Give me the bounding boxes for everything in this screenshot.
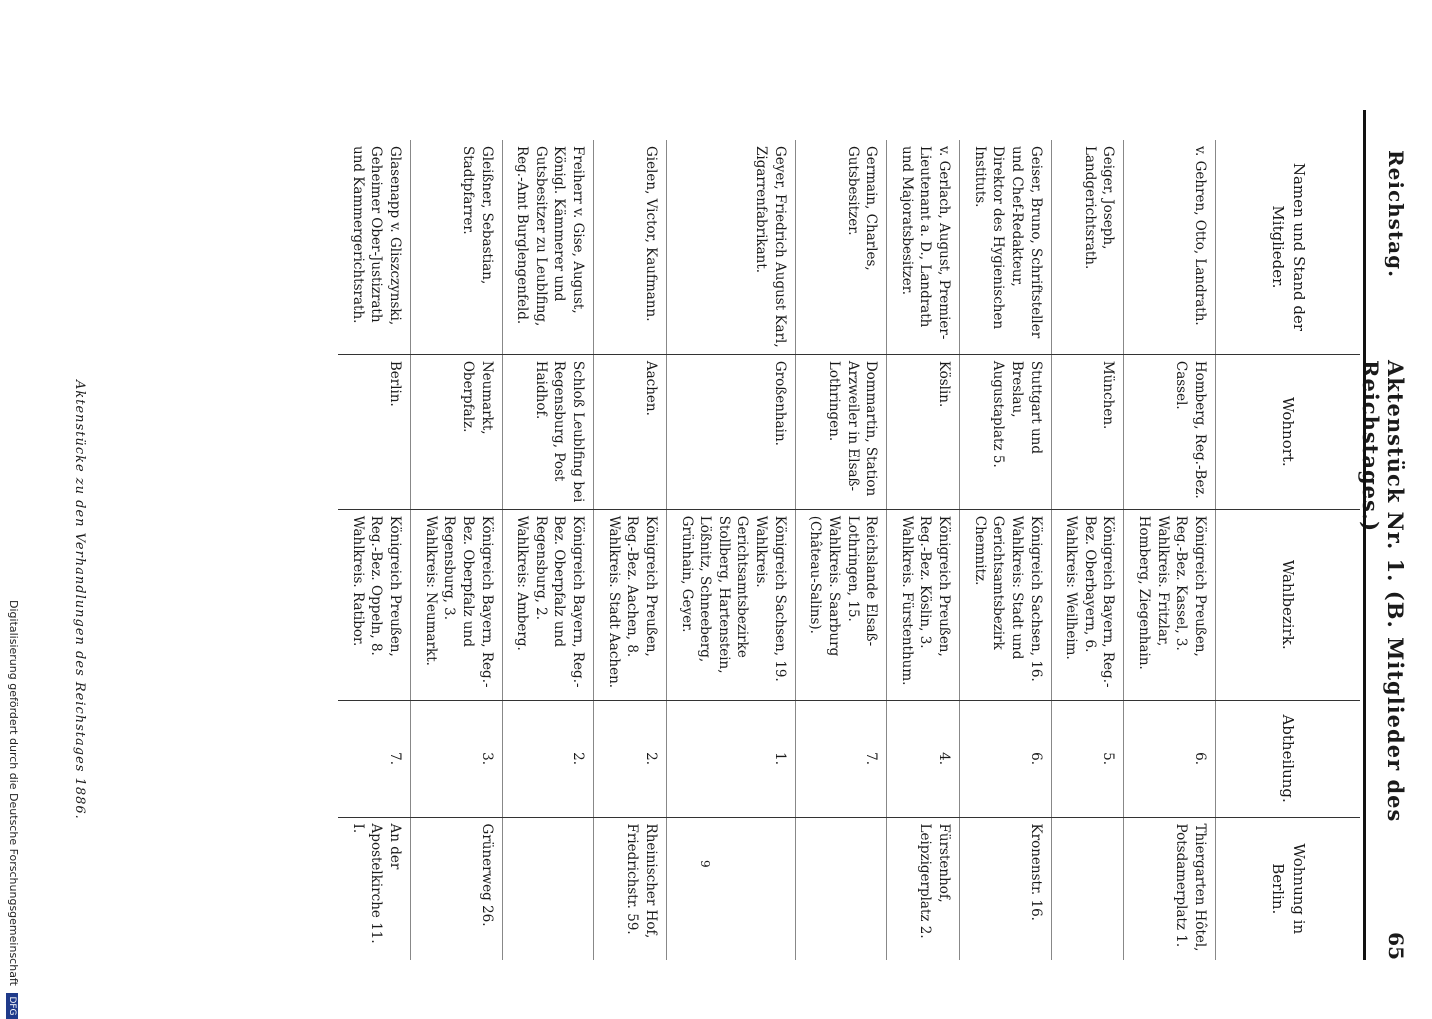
credit-text: Digitalisierung gefördert durch die Deutsche Forschungsgemeinschaft [7, 600, 20, 986]
member-ort: Aachen. [594, 354, 667, 509]
member-name: v. Gehren, Otto, Landrath. [1192, 146, 1208, 326]
table-row [502, 140, 594, 960]
member-ort: Berlin. [338, 354, 410, 509]
member-ort: Homberg, Reg.-Bez. Cassel. [1124, 354, 1216, 509]
member-ort: München. [1051, 354, 1124, 509]
col-header-bezirk: Wahlbezirk. [1216, 509, 1361, 700]
footer-source: Aktenstücke zu den Verhandlungen des Reichstages 1886. [72, 380, 87, 820]
member-ort: Schloß Leublfing bei Regensburg, Post Haidhof. [502, 354, 594, 509]
member-bezirk: Königreich Preußen, Reg.-Bez. Oppeln, 8. Wahlkreis. Ratibor. [338, 509, 410, 700]
member-berlin: Grünerweg 26. [411, 817, 503, 960]
member-ort: Köslin. [887, 354, 960, 509]
members-table [338, 140, 1360, 960]
col-header-berlin: Wohnung in Berlin. [1216, 817, 1361, 960]
member-name: Germain, Charles, Gutsbesitzer. [844, 146, 880, 271]
member-abt: 2. [594, 700, 667, 817]
col-header-ort: Wohnort. [1216, 354, 1361, 509]
member-abt: 3. [411, 700, 503, 817]
folio-number: 9 [698, 860, 712, 868]
member-berlin [667, 817, 796, 960]
member-abt: 6. [1124, 700, 1216, 817]
member-bezirk: Königreich Bayern, Reg.-Bez. Oberpfalz und Regensburg, 2. Wahlkreis: Amberg. [502, 509, 594, 700]
member-bezirk: Königreich Bayern, Reg.-Bez. Oberpfalz und Regensburg, 3. Wahlkreis: Neumarkt. [411, 509, 503, 700]
reichstag-label: Reichstag. [1384, 150, 1408, 279]
table-row [411, 140, 503, 960]
member-name: Geyer, Friedrich August Karl, Zigarrenfabrikant. [753, 146, 788, 348]
table-header-row [1216, 140, 1361, 960]
member-abt: 7. [795, 700, 887, 817]
member-name: Glasenapp v. Gliszczynski, Geheimer Ober-Justizrath und Kammergerichtsrath. [349, 146, 404, 326]
col-header-name: Namen und Stand der Mitglieder. [1269, 162, 1308, 332]
member-abt: 5. [1051, 700, 1124, 817]
table-row [1051, 140, 1124, 960]
table-row [960, 140, 1052, 960]
member-abt: 2. [502, 700, 594, 817]
table-row [795, 140, 887, 960]
member-berlin: Rheinischer Hof, Friedrichstr. 59. [594, 817, 667, 960]
member-ort: Großenhain. [667, 354, 796, 509]
member-name: Gielen, Victor, Kaufmann. [643, 146, 659, 322]
member-name: Geiser, Bruno, Schriftsteller und Chef-Redakteur, Direktor des Hygienischen Instituts. [971, 146, 1044, 339]
header-rule [1363, 110, 1366, 960]
table-row [594, 140, 667, 960]
member-bezirk: Königreich Preußen, Reg.-Bez. Kassel, 3. Wahlkreis. Fritzlar, Homberg, Ziegenhain. [1124, 509, 1216, 700]
member-abt: 7. [338, 700, 410, 817]
page-number: 65 [1384, 932, 1408, 960]
dfg-logo-icon: DFG [6, 993, 18, 1018]
member-bezirk: Königreich Sachsen, 19. Wahlkreis. Gerichtsamtsbezirke Stollberg, Hartenstein, Lößnitz, Schneeberg, Grünhain, Geyer. [667, 509, 796, 700]
member-ort: Stuttgart und Breslau, Augustaplatz 5. [960, 354, 1052, 509]
col-header-abt: Abtheilung. [1216, 700, 1361, 817]
member-bezirk: Königreich Sachsen, 16. Wahlkreis: Stadt und Gerichtsamtsbezirk Chemnitz. [960, 509, 1052, 700]
member-name: Gleißner, Sebastian, Stadtpfarrer. [460, 146, 495, 285]
table-row [887, 140, 960, 960]
member-berlin: Kronenstr. 16. [960, 817, 1052, 960]
member-bezirk: Königreich Preußen, Reg.-Bez. Köslin, 3. Wahlkreis. Fürstenthum. [887, 509, 960, 700]
table-row [338, 140, 410, 960]
member-ort: Dommartin, Station Arzweiler in Elsaß-Lothringen. [795, 354, 887, 509]
member-berlin [795, 817, 887, 960]
member-berlin [502, 817, 594, 960]
member-berlin: An der Apostelkirche 11. I. [338, 817, 410, 960]
member-bezirk: Königreich Bayern, Reg.-Bez. Oberbayern, 6. Wahlkreis: Weilheim. [1051, 509, 1124, 700]
member-ort: Neumarkt, Oberpfalz. [411, 354, 503, 509]
member-bezirk: Königreich Preußen, Reg.-Bez. Aachen, 8. Wahlkreis. Stadt Aachen. [594, 509, 667, 700]
page-title: Aktenstück Nr. 1. (B. Mitglieder des Reichstages.) [1358, 360, 1408, 823]
member-abt: 4. [887, 700, 960, 817]
member-abt: 6. [960, 700, 1052, 817]
digitization-credit [6, 600, 20, 1019]
member-berlin: Thiergarten Hôtel, Potsdamerplatz 1. [1124, 817, 1216, 960]
member-berlin: Fürstenhof, Leipzigerplatz 2. [887, 817, 960, 960]
member-abt: 1. [667, 700, 796, 817]
member-berlin [1051, 817, 1124, 960]
member-name: Freiherr v. Gise, August, Königl. Kämmerer und Gutsbesitzer zu Leublfing, Reg.-Amt Burglengenfeld. [514, 146, 587, 327]
member-bezirk: Reichslande Elsaß-Lothringen, 15. Wahlkreis. Saarburg (Château-Salins). [795, 509, 887, 700]
table-row [667, 140, 796, 960]
running-head [1358, 40, 1414, 960]
member-name: v. Gerlach, August, Premier-Lieutenant a. D., Landrath und Majoratsbesitzer. [898, 146, 953, 340]
member-name: Geiger, Joseph, Landgerichtsrath. [1081, 146, 1117, 270]
table-row [1124, 140, 1216, 960]
